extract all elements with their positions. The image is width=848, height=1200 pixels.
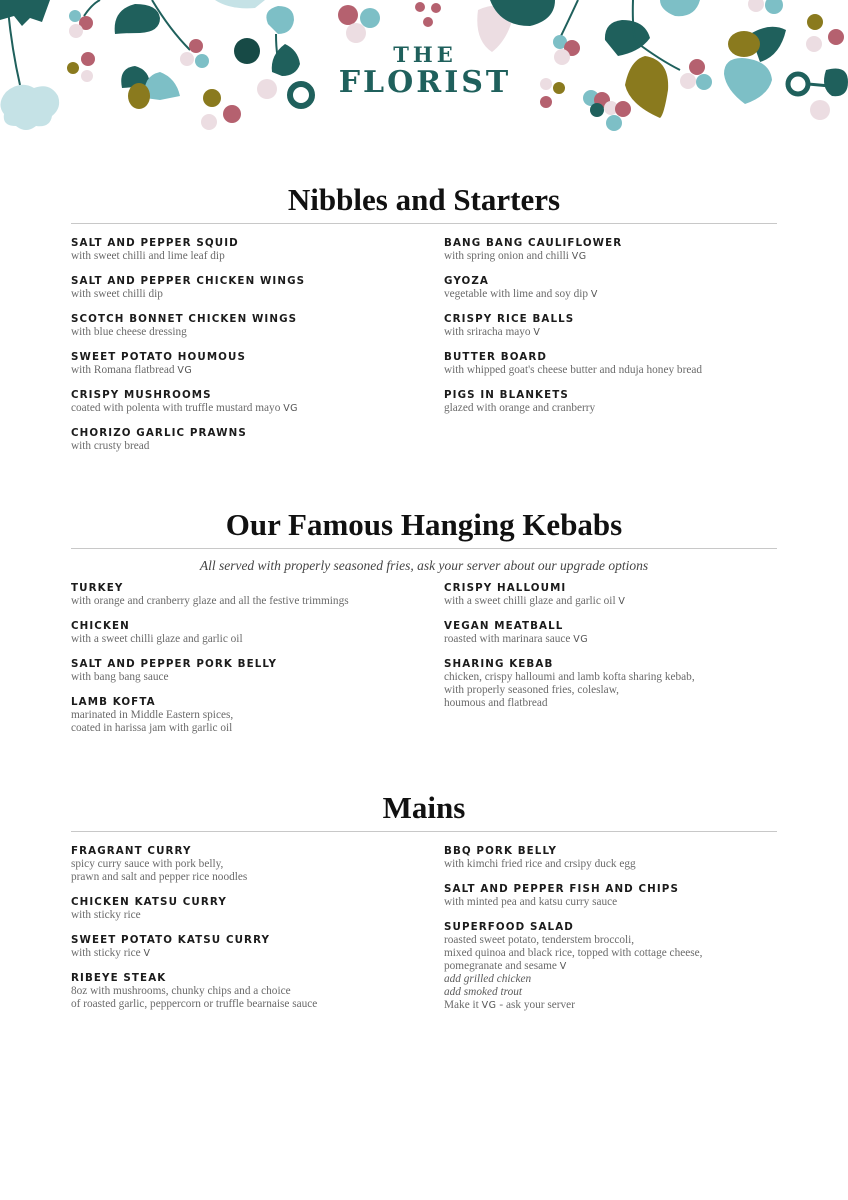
dietary-tag: VG: [481, 1000, 497, 1011]
menu-item: [444, 619, 777, 646]
section-title: Our Famous Hanging Kebabs: [225, 507, 623, 542]
item-name: CHICKEN: [71, 620, 130, 632]
dietary-tag: VG: [177, 365, 193, 376]
berry-icon: [234, 38, 260, 64]
berry-icon: [203, 89, 221, 107]
menu-column-right: [444, 581, 777, 746]
item-name: BBQ PORK BELLY: [444, 845, 558, 857]
section-divider: [71, 831, 777, 832]
section-hanging-kebabs: [71, 505, 777, 746]
menu-column-right: [444, 236, 777, 464]
menu-item: [71, 844, 444, 884]
item-description: with kimchi fried rice and crsipy duck egg: [444, 858, 636, 870]
dietary-tag: V: [143, 948, 151, 959]
item-description: marinated in Middle Eastern spices,: [71, 709, 234, 721]
menu-item: [71, 657, 444, 684]
item-description: houmous and flatbread: [444, 697, 548, 709]
berry-icon: [223, 105, 241, 123]
berry-icon: [338, 5, 358, 25]
berry-icon: [69, 24, 83, 38]
seedpod-icon: [128, 83, 150, 109]
berry-icon: [257, 79, 277, 99]
item-description: coated in harissa jam with garlic oil: [71, 722, 233, 734]
item-name: SCOTCH BONNET CHICKEN WINGS: [71, 313, 298, 325]
item-description: 8oz with mushrooms, chunky chips and a choice: [71, 985, 291, 997]
menu-item: [444, 581, 777, 608]
dietary-tag: VG: [571, 251, 587, 262]
berry-icon: [195, 54, 209, 68]
item-name: CRISPY HALLOUMI: [444, 582, 567, 594]
item-addon: add smoked trout: [444, 986, 523, 998]
item-name: VEGAN MEATBALL: [444, 620, 564, 632]
menu-column-left: [71, 236, 444, 464]
item-description: vegetable with lime and soy dip V: [444, 288, 598, 300]
menu-item: [71, 388, 444, 415]
seedpod-icon: [625, 56, 668, 118]
item-name: CRISPY MUSHROOMS: [71, 389, 212, 401]
section-mains: [71, 788, 777, 1023]
item-description: with crusty bread: [71, 440, 150, 452]
item-description: with whipped goat's cheese butter and nduja honey bread: [444, 364, 703, 376]
item-description: with sticky rice V: [71, 947, 151, 959]
menu-item: [71, 236, 444, 263]
item-name: FRAGRANT CURRY: [71, 845, 192, 857]
menu-item: [71, 350, 444, 377]
item-description: chicken, crispy halloumi and lamb kofta sharing kebab,: [444, 671, 695, 683]
section-title: Mains: [382, 790, 466, 825]
item-description: with a sweet chilli glaze and garlic oil V: [444, 595, 626, 607]
berry-icon: [67, 62, 79, 74]
item-name: CHICKEN KATSU CURRY: [71, 896, 227, 908]
item-addon: add grilled chicken: [444, 973, 532, 985]
item-description: with blue cheese dressing: [71, 326, 187, 338]
item-name: SALT AND PEPPER PORK BELLY: [71, 658, 278, 670]
dietary-tag: V: [533, 327, 541, 338]
leaf-icon: [266, 6, 294, 34]
item-name: BUTTER BOARD: [444, 351, 548, 363]
menu-item: [71, 581, 444, 608]
leaf-icon: [824, 69, 848, 97]
menu-item: [71, 895, 444, 922]
leaf-icon: [724, 58, 772, 104]
menu-item: [444, 236, 777, 263]
item-description: with sweet chilli and lime leaf dip: [71, 250, 225, 262]
menu-item: [71, 274, 444, 301]
menu-column-left: [71, 844, 444, 1023]
item-description: with Romana flatbread VG: [71, 364, 193, 376]
item-description: with sriracha mayo V: [444, 326, 541, 338]
item-name: GYOZA: [444, 275, 490, 287]
menu-item: [444, 920, 777, 1012]
item-name: SHARING KEBAB: [444, 658, 554, 670]
item-name: RIBEYE STEAK: [71, 972, 167, 984]
item-description: with minted pea and katsu curry sauce: [444, 896, 618, 908]
section-nibbles-and-starters: [71, 180, 777, 464]
berry-icon: [360, 8, 380, 28]
berry-icon: [201, 114, 217, 130]
brand-logo-line2: FLORIST: [338, 65, 512, 100]
item-name: TURKEY: [71, 582, 124, 594]
dietary-tag: VG: [573, 634, 589, 645]
dietary-tag: V: [618, 596, 626, 607]
berry-icon: [81, 52, 95, 66]
menu-item: [444, 844, 777, 871]
brand-logo-line1: THE: [393, 42, 457, 67]
menu-item: [71, 312, 444, 339]
section-divider: [71, 223, 777, 224]
item-description: with orange and cranberry glaze and all the festive trimmings: [71, 595, 349, 607]
dietary-tag: VG: [283, 403, 299, 414]
item-name: PIGS IN BLANKETS: [444, 389, 569, 401]
menu-item: [444, 388, 777, 415]
item-name: SUPERFOOD SALAD: [444, 921, 574, 933]
item-description: prawn and salt and pepper rice noodles: [71, 871, 248, 883]
item-description: with sweet chilli dip: [71, 288, 163, 300]
menu-item: [444, 657, 777, 710]
menu-item: [71, 619, 444, 646]
menu-item: [444, 882, 777, 909]
item-description: of roasted garlic, peppercorn or truffle bearnaise sauce: [71, 998, 318, 1010]
section-title: Nibbles and Starters: [287, 182, 561, 217]
item-name: SWEET POTATO HOUMOUS: [71, 351, 247, 363]
item-description: with a sweet chilli glaze and garlic oil: [71, 633, 243, 645]
berry-icon: [81, 70, 93, 82]
menu-item: [444, 312, 777, 339]
item-name: SWEET POTATO KATSU CURRY: [71, 934, 271, 946]
menu-item: [71, 933, 444, 960]
berry-ring-icon: [290, 84, 312, 106]
item-description: with spring onion and chilli VG: [444, 250, 587, 262]
item-name: CHORIZO GARLIC PRAWNS: [71, 427, 247, 439]
item-description: with sticky rice: [71, 909, 141, 921]
menu-item: [71, 971, 444, 1011]
seedpod-icon: [728, 31, 760, 57]
item-description: roasted with marinara sauce VG: [444, 633, 589, 645]
item-description: mixed quinoa and black rice, topped with cottage cheese,: [444, 947, 703, 959]
menu-column-left: [71, 581, 444, 746]
brand-logo: [320, 44, 530, 100]
item-name: BANG BANG CAULIFLOWER: [444, 237, 623, 249]
item-description: pomegranate and sesame V: [444, 960, 567, 972]
dietary-tag: V: [590, 289, 598, 300]
item-name: SALT AND PEPPER CHICKEN WINGS: [71, 275, 306, 287]
item-description: with bang bang sauce: [71, 671, 169, 683]
item-name: SALT AND PEPPER FISH AND CHIPS: [444, 883, 679, 895]
leaf-icon: [605, 20, 650, 56]
vegan-option-note: Make it VG - ask your server: [444, 999, 575, 1011]
leaf-icon: [115, 4, 160, 34]
berry-icon: [189, 39, 203, 53]
dietary-tag: V: [559, 961, 567, 972]
item-description: with properly seasoned fries, coleslaw,: [444, 684, 619, 696]
item-name: CRISPY RICE BALLS: [444, 313, 575, 325]
menu-item: [444, 350, 777, 377]
menu-column-right: [444, 844, 777, 1023]
item-description: spicy curry sauce with pork belly,: [71, 858, 224, 870]
item-name: LAMB KOFTA: [71, 696, 156, 708]
berry-icon: [69, 10, 81, 22]
item-description: glazed with orange and cranberry: [444, 402, 596, 414]
berry-ring-icon: [788, 74, 808, 94]
floral-banner: [0, 0, 848, 140]
menu-item: [71, 426, 444, 453]
item-description: coated with polenta with truffle mustard mayo VG: [71, 402, 299, 414]
menu-item: [71, 695, 444, 735]
berry-icon: [346, 23, 366, 43]
section-divider: [71, 548, 777, 549]
menu-item: [444, 274, 777, 301]
item-description: roasted sweet potato, tenderstem broccoli,: [444, 934, 635, 946]
item-name: SALT AND PEPPER SQUID: [71, 237, 239, 249]
section-intro: All served with properly seasoned fries, ask your server about our upgrade options: [199, 558, 649, 573]
berry-icon: [180, 52, 194, 66]
flower-icon: [0, 85, 59, 130]
